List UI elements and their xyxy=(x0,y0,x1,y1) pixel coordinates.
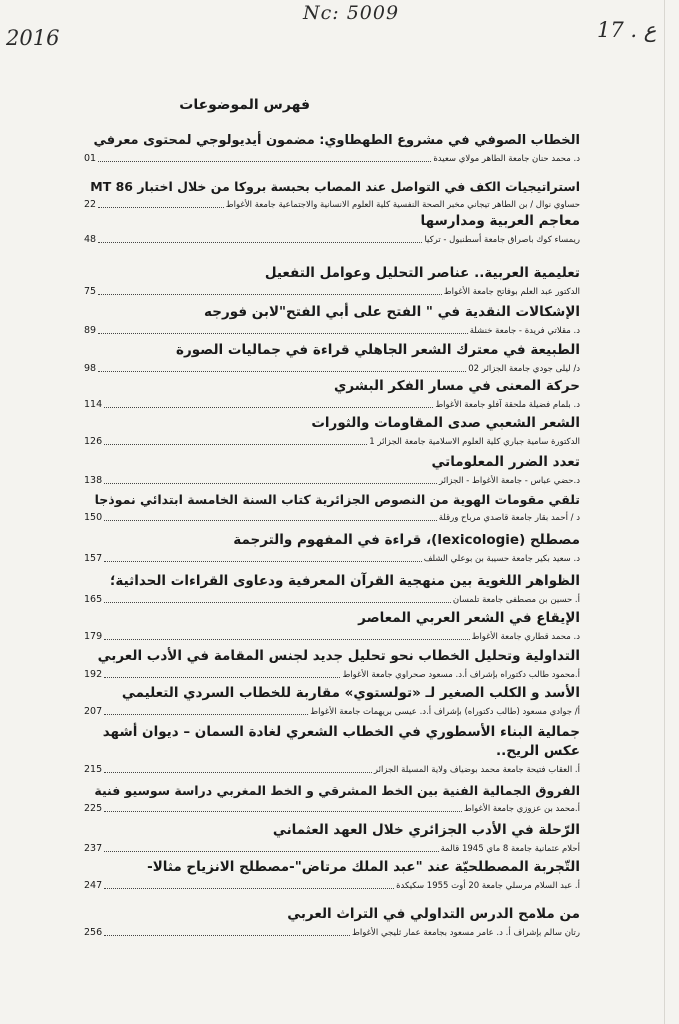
entry-page-number: 150 xyxy=(84,512,103,523)
dot-leader xyxy=(98,160,431,162)
entry-page-number: 98 xyxy=(84,363,97,374)
dot-leader xyxy=(104,443,367,445)
entry-author: أ.محمد بن عزوزي جامعة الأغواط xyxy=(463,804,580,814)
entry-author: الدكتورة سامية جباري كلية العلوم الاسلامية جامعة الجزائر 1 xyxy=(369,437,580,447)
entry-title: الإيقاع في الشعر العربي المعاصر xyxy=(358,610,580,626)
entry-author: أ. العقاب فتيحة جامعة محمد بوضياف ولاية المسيلة الجزائر xyxy=(373,765,580,775)
handwritten-year: 2016 xyxy=(6,26,60,50)
dot-leader xyxy=(104,887,394,889)
toc-entry xyxy=(84,531,580,565)
dot-leader xyxy=(104,638,469,640)
toc-entry xyxy=(84,264,580,298)
entry-author: أحلام عثمانية جامعة 8 ماي 1945 قالمة xyxy=(440,844,580,854)
entry-author: د. محمد حنان جامعة الطاهر مولاي سعيدة xyxy=(433,154,580,164)
entry-title: تلقي مقومات الهوية من النصوص الجزائرية كتاب السنة الخامسة ابتدائي نموذجا xyxy=(94,492,580,507)
toc-entry xyxy=(84,341,580,375)
dot-leader xyxy=(104,519,437,521)
entry-page-number: 22 xyxy=(84,199,97,210)
entry-author: أ. حسين بن مصطفى جامعة تلمسان xyxy=(452,595,580,605)
entry-title: مصطلح (lexicologie)، قراءة في المفهوم والترجمة xyxy=(233,532,580,548)
entry-author: أ/ جوادي مسعود (طالب دكتوراه) بإشراف أ.د. عيسى بريهمات جامعة الأغواط xyxy=(310,707,580,717)
entry-page-number: 89 xyxy=(84,325,97,336)
entry-title: الأسد و الكلب الصغير لـ «تولستوي» مقاربة للخطاب السردي التعليمي xyxy=(121,685,580,701)
entry-author: د. مقلاتي فريدة - جامعة خنشلة xyxy=(469,326,580,336)
entry-author: حساوي نوال / بن الطاهر تيجاني مخبر الصحة النفسية كلية العلوم الانسانية والاجتماعية جامعة الأغواط xyxy=(225,200,580,210)
entry-page-number: 01 xyxy=(84,153,97,164)
entry-author: أ. عبد السلام مرسلي جامعة 20 أوت 1955 سكيكدة xyxy=(396,881,580,891)
entry-page-number: 225 xyxy=(84,803,103,814)
dot-leader xyxy=(104,560,422,562)
entry-title: الرّحلة في الأدب الجزائري خلال العهد العثماني xyxy=(272,822,580,838)
dot-leader xyxy=(98,293,442,295)
toc-heading: فهرس الموضوعات xyxy=(179,97,310,113)
dot-leader xyxy=(104,482,437,484)
entry-title: من ملامح الدرس التداولي في التراث العربي xyxy=(287,906,580,922)
toc-entry xyxy=(84,609,580,643)
handwritten-folio: 17 . ع xyxy=(597,18,657,42)
dot-leader xyxy=(104,713,308,715)
entry-page-number: 207 xyxy=(84,706,103,717)
entry-page-number: 114 xyxy=(84,399,103,410)
handwritten-catalog-number: Nc: 5009 xyxy=(303,2,400,24)
entry-title: الشعر الشعبي صدى المقاومات والثورات xyxy=(311,415,580,431)
entry-title: تعدد الضرر المعلوماتي xyxy=(431,454,580,470)
entry-page-number: 126 xyxy=(84,436,103,447)
toc-entry xyxy=(84,684,580,718)
entry-author: رتان سالم بإشراف أ. د. عامر مسعود بجامعة عمار ثليجي الأغواط xyxy=(351,928,580,938)
entry-page-number: 165 xyxy=(84,594,103,605)
entry-title: الإشكالات النقدية في " الفتح على أبي الفتح"لابن فورجه xyxy=(204,304,580,320)
entry-page-number: 247 xyxy=(84,880,103,891)
entry-title: الظواهر اللغوية بين منهجية القرآن المعرفية ودعاوى القراءات الحداثية؛ xyxy=(110,573,580,589)
toc-entry xyxy=(84,858,580,892)
toc-entry xyxy=(84,303,580,337)
entry-author: د / أحمد بقار جامعة قاصدي مرباح ورقلة xyxy=(438,513,580,523)
entry-page-number: 157 xyxy=(84,553,103,564)
entry-author: ريمساء كوك باصراق جامعة أسطنبول - تركيا xyxy=(424,235,580,245)
entry-page-number: 179 xyxy=(84,631,103,642)
toc-entry xyxy=(84,647,580,681)
entry-page-number: 138 xyxy=(84,475,103,486)
entry-title: تعليمية العربية.. عناصر التحليل وعوامل التفعيل xyxy=(264,265,580,281)
entry-page-number: 215 xyxy=(84,764,103,775)
toc-entry xyxy=(84,177,580,211)
dot-leader xyxy=(104,406,433,408)
toc-entry xyxy=(84,905,580,939)
entry-author: أ.محمود طالب دكتوراه بإشراف أ.د. مسعود صحراوي جامعة الأغواط xyxy=(342,670,580,680)
toc-entry xyxy=(84,377,580,411)
entry-page-number: 75 xyxy=(84,286,97,297)
toc-entry xyxy=(84,414,580,448)
dot-leader xyxy=(98,206,224,208)
entry-title: التداولية وتحليل الخطاب نحو تحليل جديد لجنس المقامة في الأدب العربي xyxy=(97,648,580,664)
toc-entry xyxy=(84,453,580,487)
entry-title: حركة المعنى في مسار الفكر البشري xyxy=(333,378,580,394)
entry-page-number: 48 xyxy=(84,234,97,245)
toc-entry xyxy=(84,490,580,524)
toc-entry xyxy=(84,572,580,606)
dot-leader xyxy=(104,810,462,812)
entry-author: د.حضي عباس - جامعة الأغواط - الجزائر xyxy=(438,476,580,486)
entry-page-number: 192 xyxy=(84,669,103,680)
entry-author: د. بلمام فضيلة ملحقة آفلو جامعة الأغواط xyxy=(435,400,580,410)
entry-author: الدكتور عبد العلم بوفاتح جامعة الأغواط xyxy=(443,287,580,297)
entry-title: التّجربة المصطلحيّة عند "عبد الملك مرتاض"-مصطلح الانزياح مثالا- xyxy=(147,859,580,875)
entry-title: الفروق الجمالية الفنية بين الخط المشرقي و الخط المغربي دراسة سوسيو فنية xyxy=(94,783,580,798)
entry-page-number: 256 xyxy=(84,927,103,938)
entry-author: د. محمد قطاري جامعة الأغواط xyxy=(471,632,580,642)
toc-entry xyxy=(84,131,580,165)
dot-leader xyxy=(104,771,372,773)
dot-leader xyxy=(104,676,340,678)
entry-title: جمالية البناء الأسطوري في الخطاب الشعري لغادة السمان – ديوان أشهد عكس الريح.. xyxy=(102,724,580,759)
toc-entry xyxy=(84,821,580,855)
dot-leader xyxy=(104,601,451,603)
dot-leader xyxy=(104,934,350,936)
toc-entry xyxy=(84,781,580,815)
dot-leader xyxy=(104,850,438,852)
entry-title: معاجم العربية ومدارسها xyxy=(420,213,580,229)
entry-author: د. سعيد بكير جامعة حسيبة بن بوعلي الشلف xyxy=(423,554,580,564)
entry-title: الخطاب الصوفي في مشروع الطهطاوي: مضمون أيديولوجي لمحتوى معرفي xyxy=(93,133,580,148)
dot-leader xyxy=(98,332,468,334)
toc-entry xyxy=(84,723,580,776)
entry-page-number: 237 xyxy=(84,843,103,854)
entry-author: د/ ليلى جودي جامعة الجزائر 02 xyxy=(468,364,580,374)
entry-title: استراتيجيات الكف في التواصل عند المصاب بحبسة بروكا من خلال اختبار MT 86 xyxy=(90,179,580,194)
dot-leader xyxy=(98,370,466,372)
dot-leader xyxy=(98,241,422,243)
toc-entry xyxy=(84,212,580,246)
entry-title: الطبيعة في معترك الشعر الجاهلي قراءة في جماليات الصورة xyxy=(175,342,580,358)
